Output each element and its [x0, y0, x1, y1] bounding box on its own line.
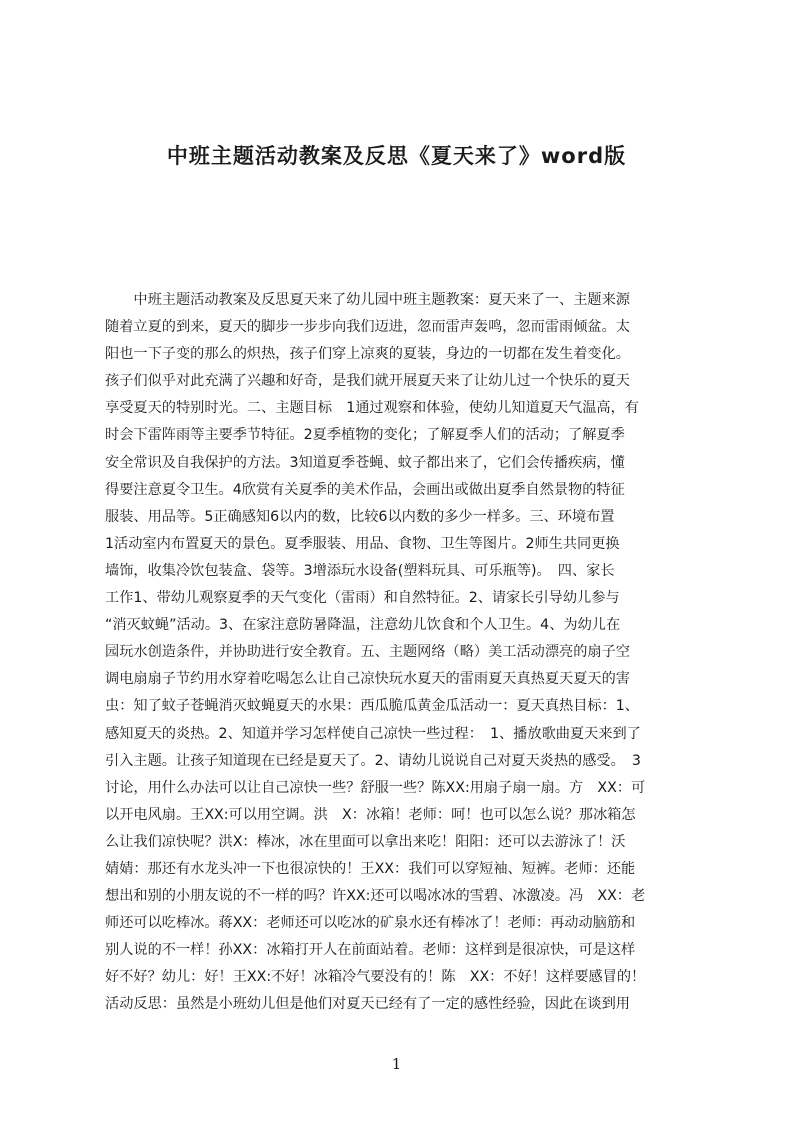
body-line: 阳也一下子变的那么的炽热，孩子们穿上凉爽的夏装，身边的一切都在发生着变化。	[105, 346, 630, 363]
body-line: 中班主题活动教案及反思夏天来了幼儿园中班主题教案：夏天来了一、主题来源	[105, 292, 630, 308]
body-line: 活动反思：虽然是小班幼儿但是他们对夏天已经有了一定的感性经验，因此在谈到用	[105, 996, 630, 1013]
body-line: 孩子们似乎对此充满了兴趣和好奇，是我们就开展夏天来了让幼儿过一个快乐的夏天	[105, 373, 630, 390]
body-line: 墙饰，收集冷饮包装盒、袋等。3增添玩水设备(塑料玩具、可乐瓶等)。 四、家长	[105, 562, 615, 579]
body-line: 引入主题。让孩子知道现在已经是夏天了。2、请幼儿说说自己对夏天炎热的感受。 3	[105, 752, 641, 769]
document-title: 中班主题活动教案及反思《夏天来了》word版	[166, 144, 627, 168]
body-line: 虫：知了蚊子苍蝇消灭蚊蝇夏天的水果：西瓜脆瓜黄金瓜活动一：夏天真热目标：1、	[105, 698, 639, 715]
body-line: 好不好？幼儿：好！王XX:不好！冰箱冷气要没有的！陈 XX：不好！这样要感冒的！	[105, 969, 646, 986]
body-line: 得要注意夏令卫生。4欣赏有关夏季的美术作品，会画出或做出夏季自然景物的特征	[105, 481, 625, 498]
body-line: 服装、用品等。5正确感知6以内的数，比较6以内数的多少一样多。三、环境布置	[105, 508, 615, 525]
body-line: 么让我们凉快呢？洪X：棒冰，冰在里面可以拿出来吃！阳阳：还可以去游泳了！沃	[105, 833, 626, 850]
body-line: 时会下雷阵雨等主要季节特征。2夏季植物的变化；了解夏季人们的活动；了解夏季	[105, 427, 625, 444]
body-line: 别人说的不一样！孙XX：冰箱打开人在前面站着。老师：这样到是很凉快，可是这样	[105, 942, 636, 959]
body-line: 以开电风扇。王XX:可以用空调。洪 X：冰箱！老师：呵！也可以怎么说？那冰箱怎	[105, 806, 636, 823]
body-line: 感知夏天的炎热。2、知道并学习怎样使自己凉快一些过程： 1、播放歌曲夏天来到了	[105, 725, 641, 742]
body-line: 安全常识及自我保护的方法。3知道夏季苍蝇、蚊子都出来了，它们会传播疾病，懂	[105, 454, 625, 471]
body-line: 享受夏天的特别时光。二、主题目标 1通过观察和体验，使幼儿知道夏天气温高，有	[105, 400, 639, 417]
document-body	[105, 287, 697, 1029]
body-line: 想出和别的小朋友说的不一样的吗？许XX:还可以喝冰冰的雪碧、冰激凌。冯 XX：老	[105, 888, 646, 905]
body-line: “消灭蚊蝇”活动。3、在家注意防暑降温，注意幼儿饮食和个人卫生。4、为幼儿在	[105, 617, 621, 634]
body-line: 随着立夏的到来，夏天的脚步一步步向我们迈进，忽而雷声轰鸣，忽而雷雨倾盆。太	[105, 319, 630, 336]
body-line: 师还可以吃棒冰。蒋XX：老师还可以吃冰的矿泉水还有棒冰了！老师：再动动脑筋和	[105, 915, 636, 932]
body-line: 园玩水创造条件，并协助进行安全教育。五、主题网络（略）美工活动漂亮的扇子空	[105, 644, 630, 661]
body-line: 调电扇扇子节约用水穿着吃喝怎么让自己凉快玩水夏天的雷雨夏天真热夏天夏天的害	[105, 671, 630, 688]
body-line: 婧婧：那还有水龙头冲一下也很凉快的！王XX：我们可以穿短袖、短裤。老师：还能	[105, 860, 636, 877]
body-line: 讨论，用什么办法可以让自己凉快一些？舒服一些？陈XX:用扇子扇一扇。方 XX：可	[105, 779, 646, 796]
body-line: 工作1、带幼儿观察夏季的天气变化（雷雨）和自然特征。2、请家长引导幼儿参与	[105, 590, 620, 607]
page-number: 1	[391, 1055, 402, 1073]
body-line: 1活动室内布置夏天的景色。夏季服装、用品、食物、卫生等图片。2师生共同更换	[105, 535, 620, 552]
